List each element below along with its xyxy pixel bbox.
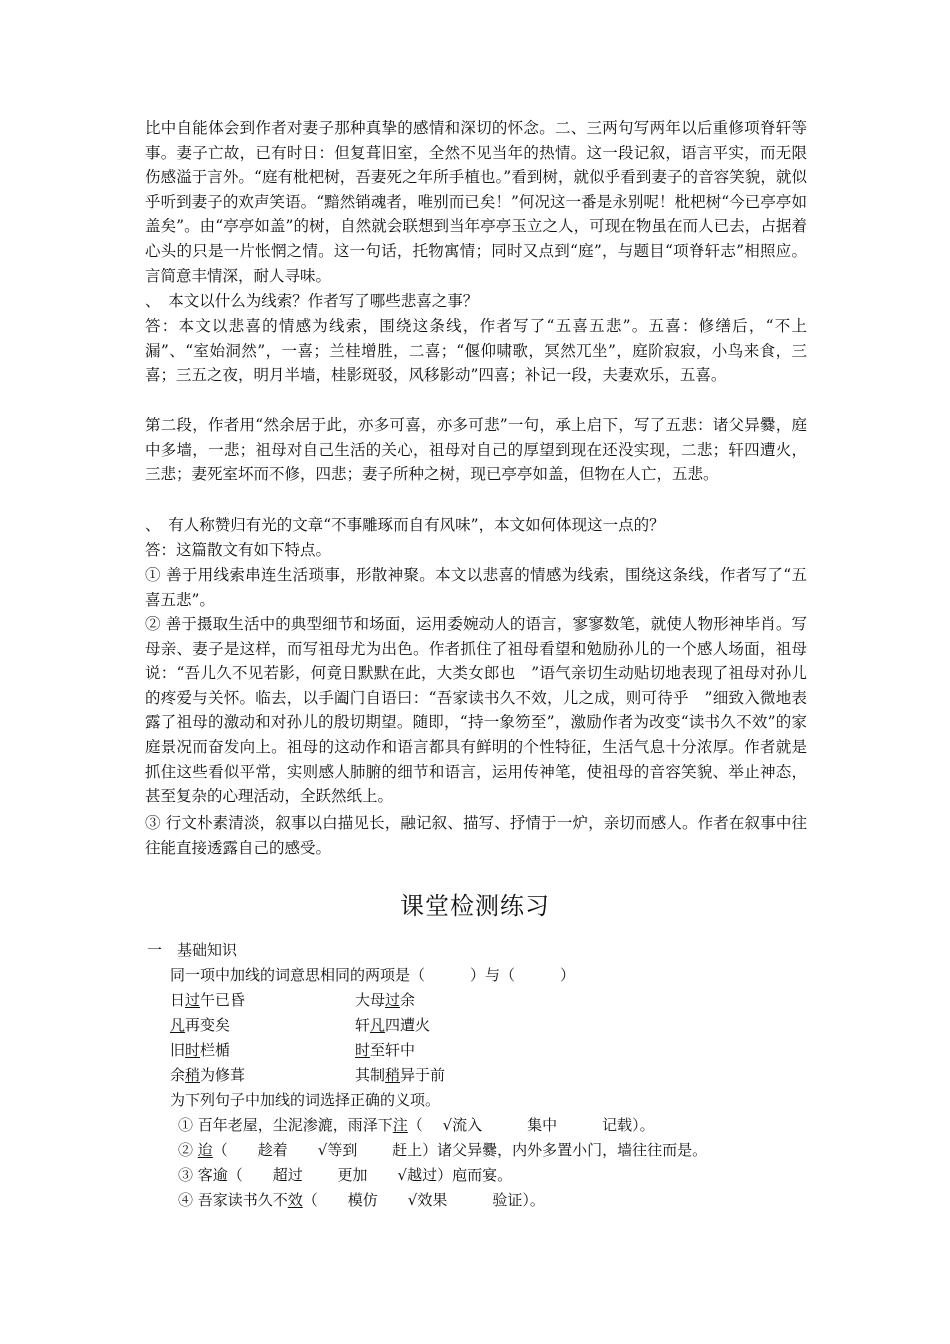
pair-right: 大母过余 xyxy=(355,991,416,1009)
point-three: ③ 行文朴素清淡，叙事以白描见长，融记叙、描写、抒情于一炉，亲切而感人。作者在叙事中往往能直接透露自己的感受。 xyxy=(145,814,807,857)
pair-left: 余稍为修葺 xyxy=(170,1066,246,1084)
answer-intro: 答：这篇散文有如下特点。 xyxy=(145,541,332,559)
choice-item: ④ 吾家读书久不效（ 模仿 √效果 验证）。 xyxy=(178,1191,545,1209)
pair-left: 日过午已昏 xyxy=(170,991,246,1009)
point-one: ① 善于用线索串连生活琐事，形散神聚。本文以悲喜的情感为线索，围绕这条线，作者写了“五喜五悲”。 xyxy=(145,566,807,609)
paragraph-analysis: 比中自能体会到作者对妻子那种真挚的感情和深切的怀念。二、三两句写两年以后重修项脊轩等事。妻子亡故，已有时日：但复葺旧室，全然不见当年的热情。这一段记叙，语言平实，而无限伤感溢于言外。“庭有枇杷树，吾妻死之年所手植也。”看到树，就似乎看到妻子的音容笑貌，就似乎听到妻子的欢声笑语。“黯然销魂者，唯别而已矣！”何况这一番是永别呢！枇杷树“今已亭亭如盖矣”。由“亭亭如盖”的树，自然就会联想到当年亭亭玉立之人，可现在物虽在而人已去，占据着心头的只是一片怅惘之情。这一句话，托物寓情；同时又点到“庭”，与题目“项脊轩志”相照应。言简意丰情深，耐人寻味。 xyxy=(145,119,807,285)
answer-five-sorrows: 第二段，作者用“然余居于此，亦多可喜，亦多可悲”一句，承上启下，写了五悲：诸父异爨，庭中多墙，一悲；祖母对自己生活的关心，祖母对自己的厚望到现在还没实现，二悲；轩四遭火，三悲；妻死室坏而不修，四悲；妻子所种之树，现已亭亭如盖，但物在人亡，五悲。 xyxy=(145,416,807,484)
pair-left: 凡再变矣 xyxy=(170,1016,231,1034)
underlined-word: 凡 xyxy=(170,1016,186,1034)
question-style: 、 有人称赞归有光的文章“不事雕琢而自有风味”，本文如何体现这一点的？ xyxy=(145,516,665,534)
pair-right: 轩凡四遭火 xyxy=(355,1016,431,1034)
underlined-word: 稍 xyxy=(185,1066,201,1084)
answer-five-joys: 答：本文以悲喜的情感为线索，围绕这条线，作者写了“五喜五悲”。五喜：修缮后，“不上漏”、“室始洞然”，一喜；兰桂增胜，二喜；“偃仰啸歌，冥然兀坐”，庭阶寂寂，小鸟来食，三喜；三五之夜，明月半墙，桂影斑驳，风移影动”四喜；补记一段，夫妻欢乐，五喜。 xyxy=(145,317,807,385)
underlined-word: 过 xyxy=(185,991,201,1009)
question-clue: 、 本文以什么为线索？作者写了哪些悲喜之事？ xyxy=(145,292,479,310)
underlined-word: 迨 xyxy=(197,1141,213,1159)
section-heading: 一 基础知识 xyxy=(147,941,238,959)
underlined-word: 效 xyxy=(287,1191,303,1209)
underlined-word: 注 xyxy=(392,1116,408,1134)
exercise-title: 课堂检测练习 xyxy=(400,892,550,920)
question-one: 同一项中加线的词意思相同的两项是（ ）与（ ） xyxy=(170,966,576,984)
question-two: 为下列句子中加线的词选择正确的义项。 xyxy=(170,1091,441,1109)
pair-right: 其制稍异于前 xyxy=(355,1066,446,1084)
choice-item: ② 迨（ 趁着 √等到 赶上）诸父异爨，内外多置小门，墙往往而是。 xyxy=(178,1141,708,1159)
pair-left: 旧时栏楯 xyxy=(170,1041,231,1059)
underlined-word: 时 xyxy=(355,1041,371,1059)
choice-item: ① 百年老屋，尘泥渗漉，雨泽下注（ √流入 集中 记载）。 xyxy=(178,1116,655,1134)
point-two: ② 善于摄取生活中的典型细节和场面，运用委婉动人的语言，寥寥数笔，就使人物形神毕肖。写母亲、妻子是这样，而写祖母尤为出色。作者抓住了祖母看望和勉励孙儿的一个感人场面，祖母说：“吾儿久不见若影，何竟日默默在此，大类女郎也 ”语气亲切生动贴切地表现了祖母对孙儿的疼爱与关怀。临去，以手阖门自语曰：“吾家读书久不效，儿之成，则可待乎 ”细致入微地表露了祖母的激动和对孙儿的殷切期望。随即，“持一象笏至”，激励作者为改变“读书久不效”的家庭景况而奋发向上。祖母的这动作和语言都具有鲜明的个性特征，生活气息十分浓厚。作者就是抓住这些看似平常，实则感人肺腑的细节和语言，运用传神笔，使祖母的音容笑貌、举止神态，甚至复杂的心理活动，全跃然纸上。 xyxy=(145,615,807,806)
pair-right: 时至轩中 xyxy=(355,1041,416,1059)
underlined-word: 凡 xyxy=(370,1016,386,1034)
underlined-word: 稍 xyxy=(385,1066,401,1084)
underlined-word: 时 xyxy=(185,1041,201,1059)
choice-item: ③ 客逾（ 超过 更加 √越过）庖而宴。 xyxy=(178,1166,513,1184)
underlined-word: 过 xyxy=(385,991,401,1009)
